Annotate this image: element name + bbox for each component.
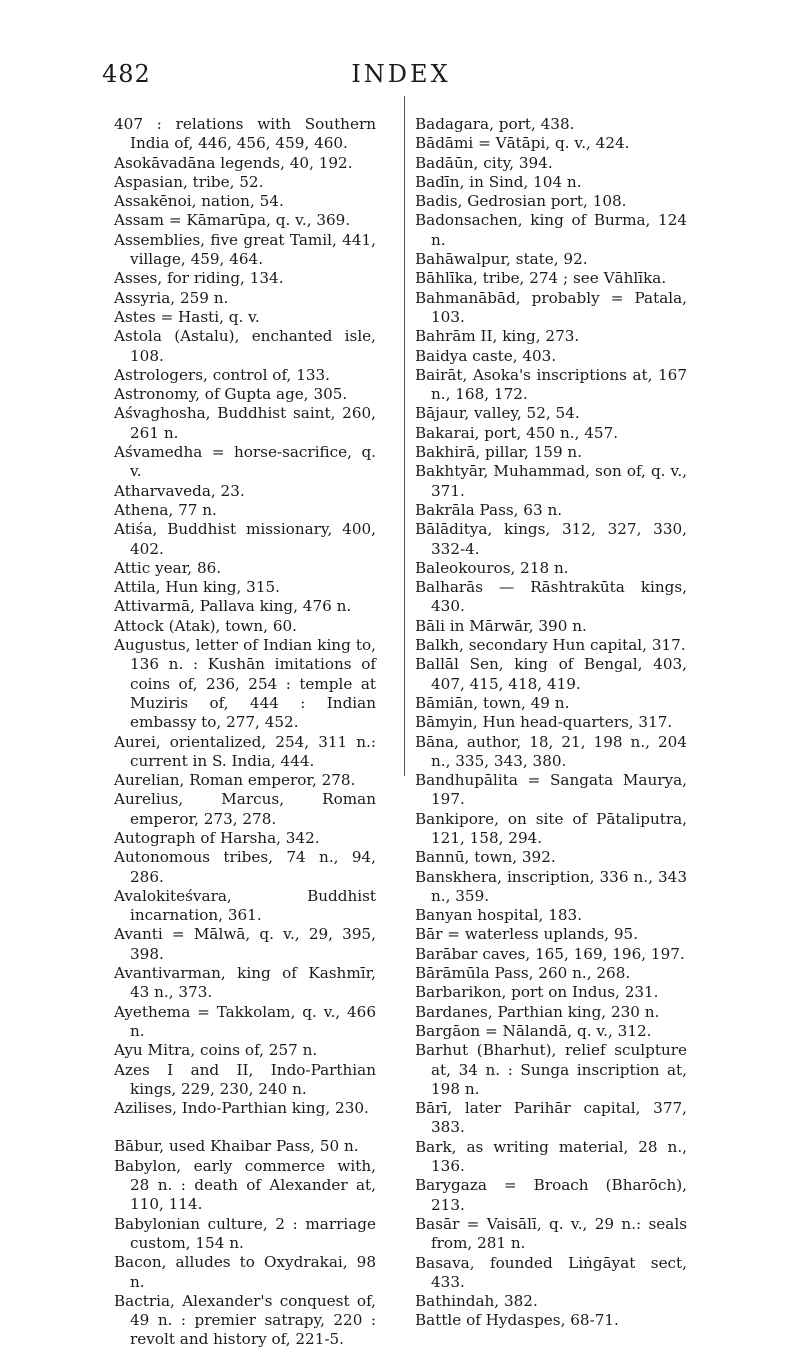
index-entry: Ayethema = Takkolam, q. v., 466 n. [114, 1002, 376, 1040]
index-entry: Atiśa, Buddhist missionary, 400, 402. [114, 520, 376, 558]
index-entry: Autonomous tribes, 74 n., 94, 286. [114, 848, 376, 886]
index-entry: Augustus, letter of Indian king to, 136 n. : Kushān imitations of coins of, 236, 254 : temple at Muziris of, 444 : Indian embassy to, 277, 452. [114, 636, 376, 732]
index-entry: Bārāmūla Pass, 260 n., 268. [415, 964, 631, 983]
index-entry: Assakēnoi, nation, 54. [114, 192, 284, 211]
index-column-right [415, 115, 687, 1331]
index-entry: Bacon, alludes to Oxydrakai, 98 n. [114, 1253, 376, 1291]
index-entry: Aspasian, tribe, 52. [114, 172, 264, 191]
index-entry: Badagara, port, 438. [415, 115, 575, 133]
index-entry: Aśvaghosha, Buddhist saint, 260, 261 n. [114, 404, 376, 442]
column-divider [404, 96, 405, 776]
index-entry: Bathindah, 382. [415, 1292, 538, 1311]
index-entry: Banskhera, inscription, 336 n., 343 n., 359. [415, 867, 687, 905]
index-entry: 407 : relations with Southern India of, 446, 456, 459, 460. [114, 115, 376, 153]
index-entry: Baidya caste, 403. [415, 346, 557, 365]
page-number: 482 [102, 60, 151, 88]
index-entry: Bakhirā, pillar, 159 n. [415, 443, 583, 462]
index-entry: Bannū, town, 392. [415, 848, 556, 867]
index-entry: Azes I and II, Indo-Parthian kings, 229, 230, 240 n. [114, 1060, 376, 1098]
index-entry: Bājaur, valley, 52, 54. [415, 404, 580, 423]
index-entry: Barygaza = Broach (Bharōch), 213. [415, 1176, 687, 1214]
index-entry: Autograph of Harsha, 342. [114, 828, 320, 847]
index-entry: Bāmyin, Hun head-quarters, 317. [415, 713, 673, 732]
index-entry: Aurelius, Marcus, Roman emperor, 273, 278. [114, 790, 376, 828]
index-entry: Attivarmā, Pallava king, 476 n. [114, 597, 352, 616]
index-entry: Azilises, Indo-Parthian king, 230. [114, 1099, 369, 1118]
page-title: INDEX [351, 60, 451, 88]
index-entry: Aśvamedha = horse-sacrifice, q. v. [114, 443, 376, 481]
index-entry: Badis, Gedrosian port, 108. [415, 192, 627, 211]
index-entry: Astrologers, control of, 133. [114, 365, 331, 384]
index-entry: Aurei, orientalized, 254, 311 n.: current in S. India, 444. [114, 732, 376, 770]
index-entry: Assam = Kāmarūpa, q. v., 369. [114, 211, 351, 230]
index-entry: Bār = waterless uplands, 95. [415, 925, 639, 944]
index-entry: Badīn, in Sind, 104 n. [415, 172, 582, 191]
index-entry: Astola (Astalu), enchanted isle, 108. [114, 327, 376, 365]
index-entry: Barhut (Bharhut), relief sculpture at, 34 n. : Sunga inscription at, 198 n. [415, 1041, 687, 1098]
index-entry: Badāūn, city, 394. [415, 153, 553, 172]
page-header [102, 60, 700, 94]
index-entry: Bargāon = Nālandā, q. v., 312. [415, 1021, 652, 1040]
index-entry: Babylon, early commerce with, 28 n. : death of Alexander at, 110, 114. [114, 1156, 376, 1214]
index-entry: Babylonian culture, 2 : marriage custom, 154 n. [114, 1214, 376, 1252]
index-entry: Avantivarman, king of Kashmīr, 43 n., 373. [114, 964, 376, 1002]
index-entry: Bark, as writing material, 28 n., 136. [415, 1137, 687, 1176]
index-entry: Attock (Atak), town, 60. [114, 616, 297, 635]
index-entry: Athena, 77 n. [114, 500, 217, 519]
index-entry: Bābur, used Khaibar Pass, 50 n. [114, 1137, 359, 1156]
index-entry: Bahrām II, king, 273. [415, 327, 580, 346]
index-entry: Balharās — Rāshtrakūta kings, 430. [415, 578, 687, 616]
index-entry: Ballāl Sen, king of Bengal, 403, 407, 415, 418, 419. [415, 655, 687, 693]
index-entry: Bahāwalpur, state, 92. [415, 250, 588, 269]
index-entry: Bardanes, Parthian king, 230 n. [415, 1002, 660, 1021]
index-entry: Bahmanābād, probably = Patala, 103. [415, 288, 687, 326]
index-entry: Bāli in Mārwār, 390 n. [415, 616, 587, 635]
index-entry: Balkh, secondary Hun capital, 317. [415, 636, 686, 655]
index-entry: Astronomy, of Gupta age, 305. [114, 385, 348, 404]
index-entry: Bakhtyār, Muhammad, son of, q. v., 371. [415, 462, 687, 500]
index-entry: Bairāt, Asoka's inscriptions at, 167 n., 168, 172. [415, 365, 687, 404]
index-entry: Battle of Hydaspes, 68-71. [415, 1311, 619, 1330]
index-entry: Attic year, 86. [114, 558, 222, 577]
index-entry: Bankipore, on site of Pātaliputra, 121, 158, 294. [415, 809, 687, 847]
index-entry: Barbarikon, port on Indus, 231. [415, 983, 659, 1002]
index-entry: Bāhlīka, tribe, 274 ; see Vāhlīka. [415, 269, 667, 288]
index-entry: Barābar caves, 165, 169, 196, 197. [415, 944, 685, 963]
index-entry: Assyria, 259 n. [114, 288, 229, 307]
index-entry: Bālāditya, kings, 312, 327, 330, 332-4. [415, 520, 687, 558]
index-entry: Baleokouros, 218 n. [415, 558, 569, 577]
index-entry: Bakarai, port, 450 n., 457. [415, 423, 619, 442]
index-entry: Avanti = Mālwā, q. v., 29, 395, 398. [114, 925, 376, 963]
index-entry: Basava, founded Liṅgāyat sect, 433. [415, 1253, 687, 1291]
index-entry: Bāmiān, town, 49 n. [415, 693, 570, 712]
index-entry: Asokāvadāna legends, 40, 192. [114, 153, 353, 172]
index-entry: Badonsachen, king of Burma, 124 n. [415, 211, 687, 249]
index-column-left [114, 115, 376, 1350]
index-entry: Asses, for riding, 134. [114, 269, 284, 288]
index-entry: Bādāmi = Vātāpi, q. v., 424. [415, 134, 630, 153]
index-entry: Bakrāla Pass, 63 n. [415, 500, 563, 519]
index-entry: Basār = Vaisālī, q. v., 29 n.: seals from, 281 n. [415, 1214, 687, 1253]
index-entry: Aurelian, Roman emperor, 278. [114, 771, 356, 790]
index-entry: Bārī, later Parihār capital, 377, 383. [415, 1099, 687, 1137]
index-entry: Astes = Hasti, q. v. [114, 307, 260, 326]
index-entry: Attila, Hun king, 315. [114, 578, 281, 597]
index-entry: Atharvaveda, 23. [114, 481, 245, 500]
index-entry: Assemblies, five great Tamil, 441, village, 459, 464. [114, 230, 376, 269]
index-entry: Bactria, Alexander's conquest of, 49 n. : premier satrapy, 220 : revolt and history of, 221-5. [114, 1291, 376, 1349]
index-entry: Banyan hospital, 183. [415, 906, 583, 925]
index-entry: Avalokiteśvara, Buddhist incarnation, 361. [114, 886, 376, 925]
index-entry: Bāna, author, 18, 21, 198 n., 204 n., 335, 343, 380. [415, 732, 687, 770]
index-entry: Bandhupālita = Sangata Maurya, 197. [415, 771, 687, 809]
index-entry: Ayu Mitra, coins of, 257 n. [114, 1041, 318, 1060]
